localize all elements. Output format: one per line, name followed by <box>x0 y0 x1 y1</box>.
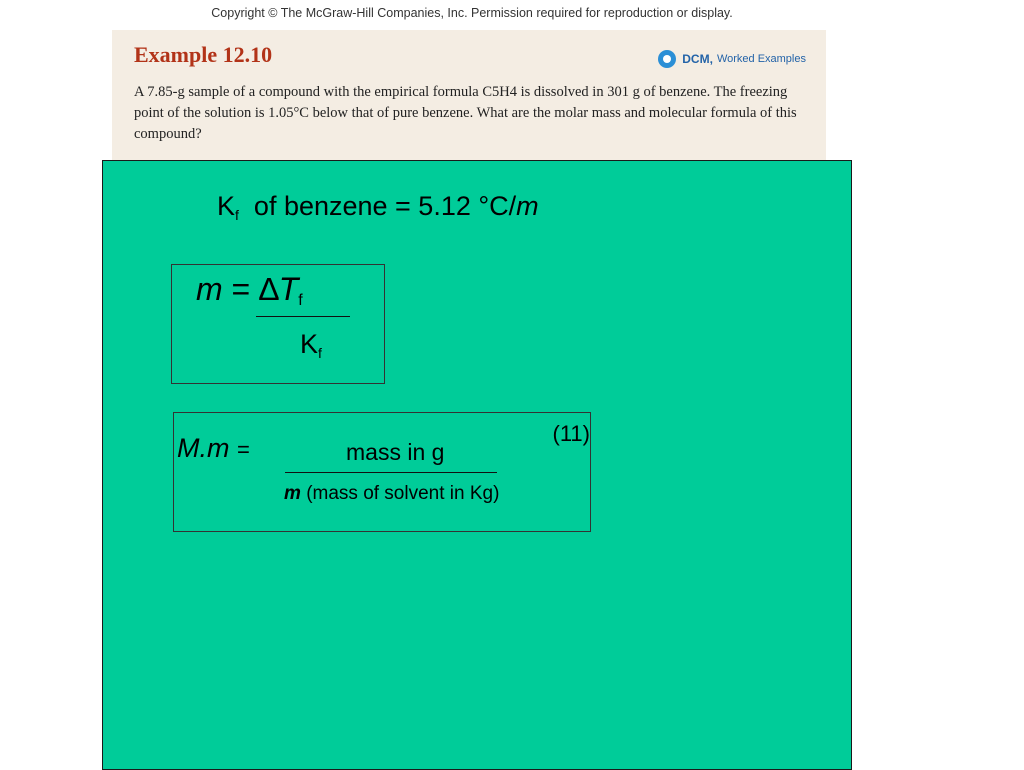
slide-content-panel <box>102 160 852 770</box>
dcm-label: DCM, <box>682 52 713 66</box>
kf-text: of benzene = 5.12 °C/ <box>253 191 517 221</box>
kf-symbol: K <box>217 191 236 221</box>
temperature-symbol: T <box>278 271 299 307</box>
copyright-notice: Copyright © The McGraw-Hill Companies, Inc. Permission required for reproduction or display. <box>211 6 733 20</box>
temperature-subscript: f <box>298 292 303 309</box>
delta-symbol: ∆ <box>259 271 279 307</box>
equation-reference-number: (11) <box>552 421 590 446</box>
kf-subscript: f <box>235 207 239 223</box>
molar-mass-denominator <box>284 483 499 505</box>
equals-sign: = <box>237 437 250 462</box>
dcm-sub-label: Worked Examples <box>716 53 806 65</box>
denominator-text: (mass of solvent in Kg) <box>306 483 500 504</box>
cd-disc-icon <box>658 50 676 68</box>
molality-equation-denominator <box>300 329 322 361</box>
molar-mass-symbol: M.m <box>177 433 230 463</box>
equals-sign: = <box>231 271 251 307</box>
molar-mass-lhs <box>177 433 250 464</box>
molality-equation-box <box>171 264 385 384</box>
molar-mass-equation-box <box>173 412 591 532</box>
molar-mass-numerator: mass in g <box>346 439 445 465</box>
example-problem-text: A 7.85-g sample of a compound with the empirical formula C5H4 is dissolved in 301 g of benzene. The freezing point of the solution is 1.05°C below that of pure benzene. What are the molar mass and molecular formula of this compound? <box>134 84 797 142</box>
fraction-bar <box>285 472 497 473</box>
kf-denominator-symbol: K <box>300 329 319 359</box>
kf-denominator-subscript: f <box>318 345 322 361</box>
fraction-bar <box>256 316 350 317</box>
example-header-panel <box>112 30 826 165</box>
dcm-worked-examples-link[interactable] <box>658 50 806 68</box>
kf-statement <box>217 191 539 223</box>
molality-equation-numerator <box>196 271 303 310</box>
example-title: Example 12.10 <box>134 42 273 67</box>
kf-unit: m <box>516 191 539 221</box>
molality-symbol: m <box>196 271 223 307</box>
molality-symbol: m <box>284 483 301 504</box>
